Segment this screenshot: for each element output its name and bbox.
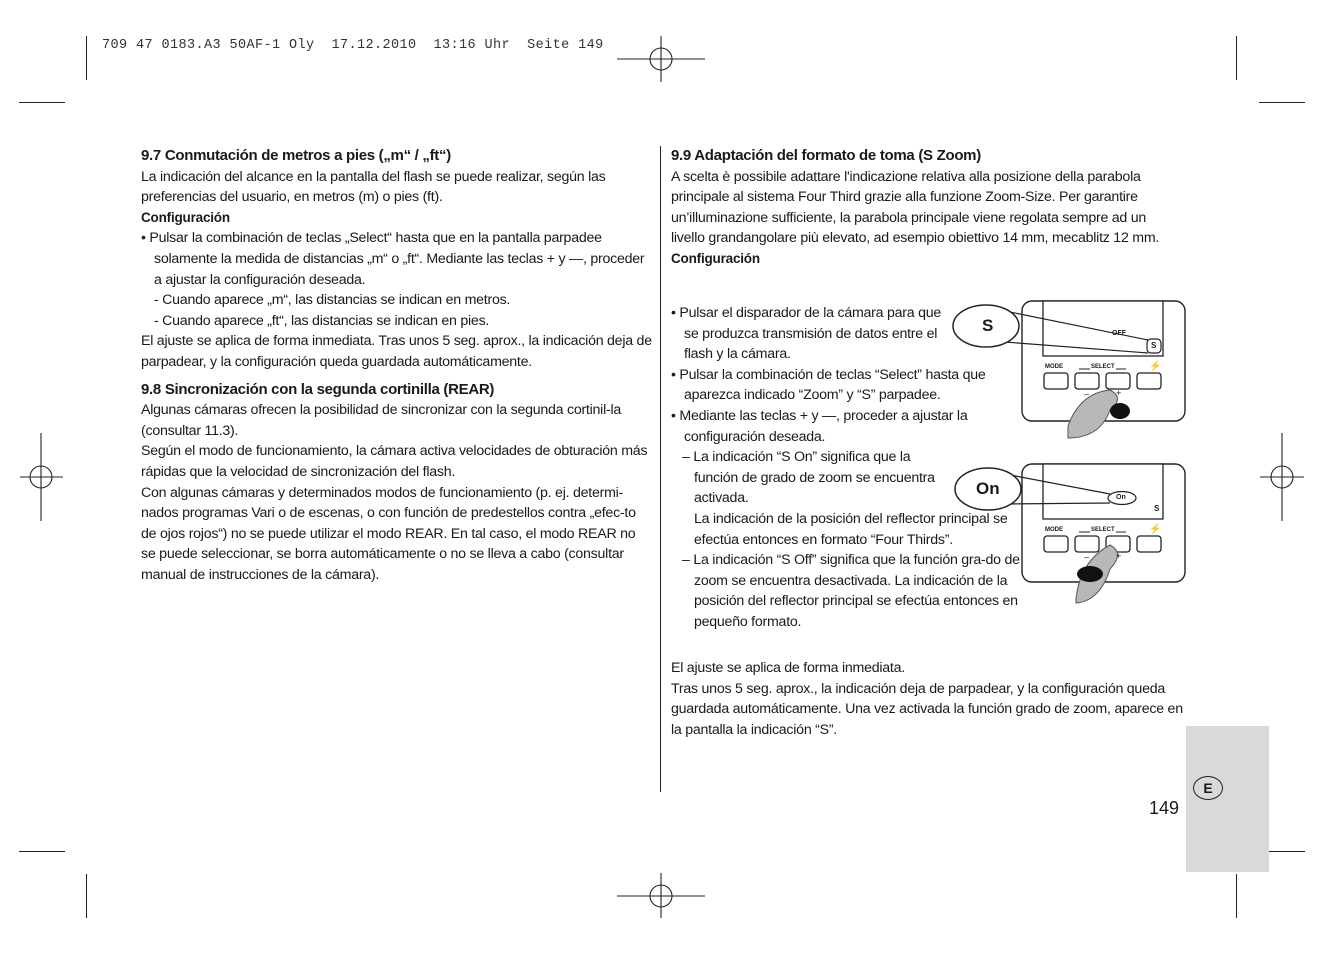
select-label: SELECT	[1091, 364, 1115, 370]
display-on-text: On	[1116, 494, 1126, 501]
lightning-icon: ⚡	[1149, 524, 1162, 535]
minus-label: –	[1084, 389, 1090, 399]
mode-label: MODE	[1045, 527, 1063, 533]
dash-s-on-continued: La indicación de la posición del reflector principal se efectúa entonces en formato “Four Thirds”.	[694, 510, 1008, 548]
section-9-7-dash-ft: - Cuando aparece „ft“, las distancias se indican en pies.	[154, 312, 490, 329]
display-s-text: S	[1151, 341, 1157, 350]
dash-s-off: – La indicación “S Off” significa que la función gra-do de zoom se encuentra desactivada. La indicación de la posición del reflector principal se efectúa entonces en pequeño formato.	[682, 552, 1020, 630]
section-9-9-title: 9.9 Adaptación del formato de toma (S Zoom)	[671, 147, 981, 164]
section-9-7-dash-m: - Cuando aparece „m“, las distancias se indican en metros.	[154, 292, 511, 309]
step-bullet-2: • Pulsar la combinación de teclas “Select” hasta que aparezca indicado “Zoom” y “S” parpadee.	[671, 366, 986, 404]
select-label: SELECT	[1091, 527, 1115, 533]
section-9-7-intro: La indicación del alcance en la pantalla del flash se puede realizar, según las preferencias del usuario, en metros (m) o pies (ft).	[141, 168, 606, 206]
left-column	[141, 146, 653, 585]
section-9-8-p1: Algunas cámaras ofrecen la posibilidad de sincronizar con la segunda cortinil-la (consultar 11.3).	[141, 402, 621, 439]
right-column-top	[671, 146, 1183, 270]
print-header: 709 47 0183.A3 50AF-1 Oly 17.12.2010 13:16 Uhr Seite 149	[102, 38, 604, 53]
plus-label: +	[1116, 551, 1122, 561]
section-9-7-outro: El ajuste se aplica de forma inmediata. Tras unos 5 seg. aprox., la indicación deja de parpadear, y la configuración queda guardada automáticamente.	[141, 333, 652, 370]
section-9-9-intro: A scelta è possibile adattare l'indicazione relativa alla posizione della parabola principale al sistema Four Third grazie alla funzione Zoom-Size. Per garantire un’illuminazione sufficiente, la parabola principale viene regolata sempre ad un livello grandangolare più elevato, ad esempio obiettivo 14 mm, mecablitz 12 mm.	[671, 168, 1160, 247]
figure-s-on	[950, 461, 1190, 611]
plus-label: +	[1116, 388, 1122, 398]
section-9-7-bullet: • Pulsar la combinación de teclas „Select“ hasta que en la pantalla parpadee solamente la medida de distancias „m“ o „ft“. Mediante las teclas + y —, proceder a ajustar la configuración deseada.	[141, 230, 645, 288]
step-bullet-1: • Pulsar el disparador de la cámara para que se produzca transmisión de datos entre el flash y la cámara.	[671, 305, 941, 363]
minus-label: –	[1084, 552, 1090, 562]
dash-s-on: – La indicación “S On” significa que la función de grado de zoom se encuentra activada.	[682, 449, 935, 507]
closing-1: El ajuste se aplica de forma inmediata.	[671, 660, 905, 676]
language-tab-label: E	[1193, 776, 1223, 800]
right-column-bottom	[671, 658, 1183, 740]
display-s-text: S	[1154, 504, 1160, 513]
callout-on: On	[976, 479, 1000, 498]
closing-2: Tras unos 5 seg. aprox., la indicación deja de parpadear, y la configuración queda guardada automáticamente. Una vez activada la función grado de zoom, aparece en la pantalla la indicación “S”.	[671, 680, 1183, 738]
lightning-icon: ⚡	[1149, 361, 1162, 372]
section-9-8-title: 9.8 Sincronización con la segunda cortinilla (REAR)	[141, 380, 495, 398]
page-number: 149	[1149, 798, 1180, 818]
display-off-text: OFF	[1112, 330, 1126, 337]
section-9-8-p3: Con algunas cámaras y determinados modos de funcionamiento (p. ej. determi-nados programas Vari o de escenas, o con función de predestellos contra „efec-to de ojos rojos“) no se puede utilizar el modo REAR. En tal caso, el modo REAR no se puede seleccionar, se borra automáticamente o no se lleva a cabo (consultar manual de instrucciones de la cámara).	[141, 484, 636, 583]
figure-s-off	[950, 298, 1190, 448]
section-9-7-config-label: Configuración	[141, 209, 230, 225]
language-tab	[1186, 726, 1269, 872]
mode-label: MODE	[1045, 364, 1063, 370]
step-bullet-3: • Mediante las teclas + y —, proceder a ajustar la configuración deseada.	[671, 407, 968, 445]
column-divider	[660, 146, 661, 792]
section-9-8-p2: Según el modo de funcionamiento, la cámara activa velocidades de obturación más rápidas que la velocidad de sincronización del flash.	[141, 443, 648, 480]
section-9-9-config-label: Configuración	[671, 250, 760, 266]
callout-s: S	[982, 316, 994, 335]
section-9-7-title: 9.7 Conmutación de metros a pies („m“ / „ft“)	[141, 147, 451, 164]
